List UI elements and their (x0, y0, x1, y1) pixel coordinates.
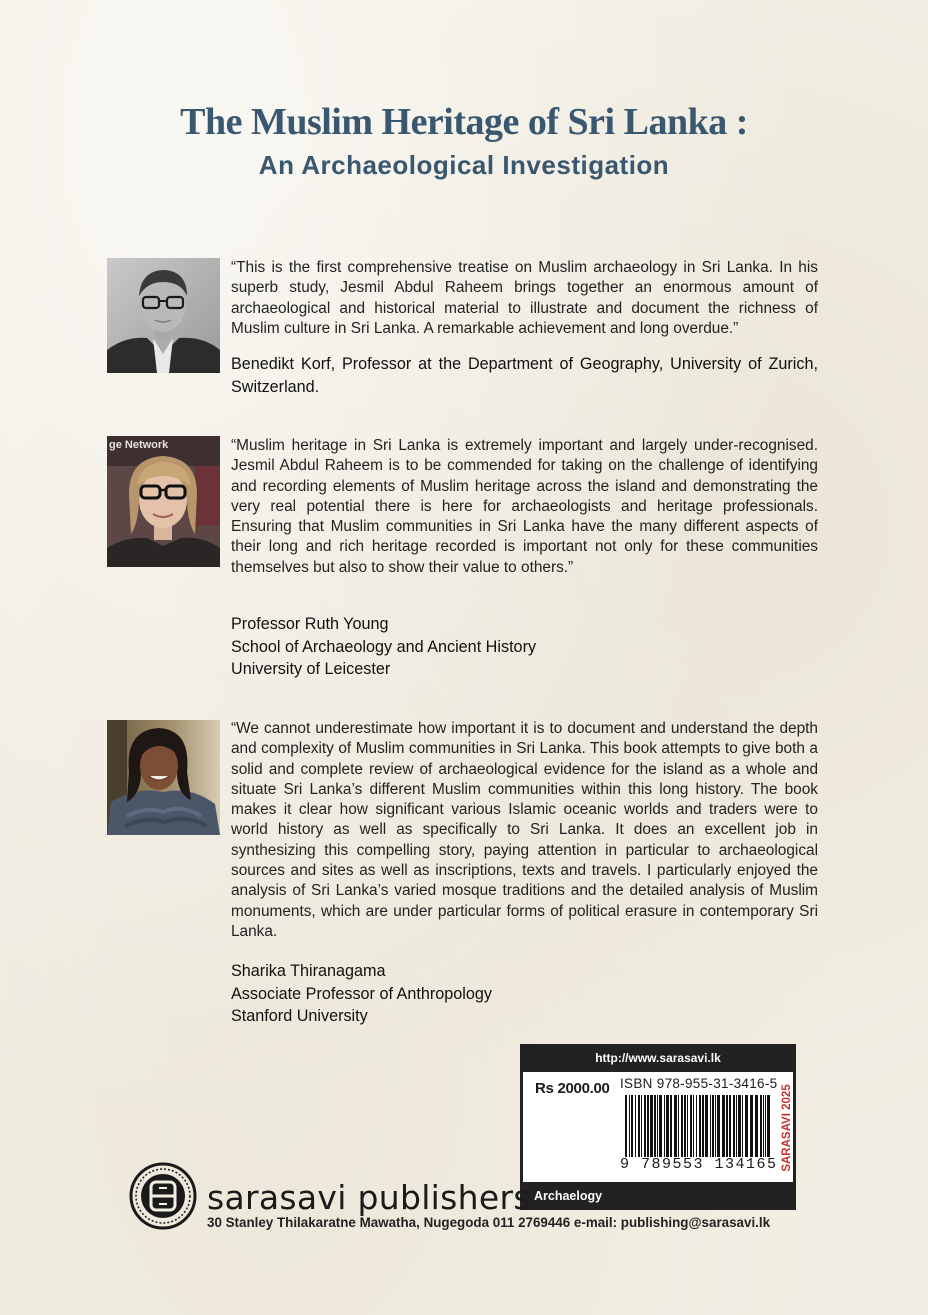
barcode-bar (647, 1095, 649, 1157)
barcode-bar (710, 1095, 711, 1157)
barcode-bar (705, 1095, 708, 1157)
barcode-digits: 9 789553 134165 (620, 1156, 778, 1173)
barcode-bar (736, 1095, 737, 1157)
isbn-panel (520, 1044, 796, 1210)
barcode-icon (623, 1095, 773, 1157)
review-quote-2: “Muslim heritage in Sri Lanka is extremely important and largely under-recognised. Jesmil Abdul Raheem is to be commended for taking on the challenge of identifying and recording elements of Muslim heritage across the island and demonstrating the very real potential there is here for archaeologists and heritage professionals. Ensuring that Muslim communities in Sri Lanka have the many different aspects of their long and rich heritage recorded is important not only for these communities themselves but also to show their value to others.” (231, 437, 818, 576)
barcode-bar (674, 1095, 677, 1157)
publisher-name: sarasavi publishers (207, 1178, 531, 1217)
barcode-bar (750, 1095, 753, 1157)
barcode-bar (699, 1095, 701, 1157)
barcode-bar (666, 1095, 669, 1157)
barcode-bar (687, 1095, 688, 1157)
imprint-text: SARASAVI 2025 (781, 1084, 793, 1172)
isbn-number: ISBN 978-955-31-3416-5 (620, 1076, 778, 1091)
barcode-bar (641, 1095, 642, 1157)
barcode-bar (644, 1095, 646, 1157)
review-attribution-2 (231, 613, 818, 681)
barcode-bar (650, 1095, 653, 1157)
imprint-label (780, 1080, 794, 1176)
barcode-bar (657, 1095, 658, 1157)
barcode-bar (629, 1095, 630, 1157)
review-quote-1: “This is the first comprehensive treatise on Muslim archaeology in Sri Lanka. In his superb study, Jesmil Abdul Raheem brings together an enormous amount of archaeological and historical material to illustrate and document the richness of Muslim culture in Sri Lanka. A remarkable achievement and long overdue.” (231, 259, 818, 337)
book-price: Rs 2000.00 (535, 1080, 610, 1097)
barcode-bar (767, 1095, 770, 1157)
barcode-bar (765, 1095, 766, 1157)
book-title: The Muslim Heritage of Sri Lanka : (180, 101, 748, 143)
review-attribution-1 (231, 353, 818, 398)
barcode-bar (726, 1095, 728, 1157)
barcode-bar (712, 1095, 714, 1157)
barcode-bar (690, 1095, 692, 1157)
sarasavi-logo-icon (129, 1162, 197, 1230)
barcode-bar (722, 1095, 725, 1157)
barcode-bar (693, 1095, 694, 1157)
barcode-bar (717, 1095, 720, 1157)
publisher-address: 30 Stanley Thilakaratne Mawatha, Nugegoda 011 2769446 e-mail: publishing@sarasavi.lk (207, 1215, 771, 1230)
barcode-bar (681, 1095, 683, 1157)
barcode-bar (763, 1095, 764, 1157)
barcode-bar (733, 1095, 735, 1157)
attribution-line: Associate Professor of Anthropology (231, 984, 492, 1003)
photo-banner-text: ge Network (109, 439, 169, 451)
barcode-area (523, 1072, 793, 1182)
attribution-line: Professor Ruth Young (231, 615, 389, 633)
barcode-bar (631, 1095, 633, 1157)
book-subtitle: An Archaeological Investigation (258, 150, 670, 180)
publisher-url: http://www.sarasavi.lk (595, 1051, 721, 1065)
reviewer-photo-young (107, 436, 220, 567)
attribution-line: Benedikt Korf, Professor at the Department of Geography, University of Zurich, Switzerland. (231, 355, 818, 396)
barcode-bar (625, 1095, 627, 1157)
barcode-bar (760, 1095, 762, 1157)
barcode-bar (654, 1095, 656, 1157)
reviewer-photo-korf (107, 258, 220, 373)
barcode-bar (715, 1095, 716, 1157)
barcode-bar (696, 1095, 697, 1157)
attribution-line: University of Leicester (231, 660, 391, 678)
barcode-bar (742, 1095, 743, 1157)
barcode-bar (702, 1095, 704, 1157)
barcode-bar (755, 1095, 758, 1157)
review-quote-3: “We cannot underestimate how important it is to document and understand the depth and complexity of Muslim communities in Sri Lanka. This book attempts to give both a solid and complete review of archaeological evidence for the island as a whole and situate Sri Lanka’s different Muslim communities within this long history. The book makes it clear how significant various Islamic oceanic worlds and traders were to world history as well as specifically to Sri Lanka. It does an excellent job in synthesizing this compelling story, paying attention in particular to archaeological sources and sites as well as inscriptions, texts and travels. I particularly enjoyed the analysis of Sri Lanka’s varied mosque traditions and the detailed analysis of Muslim monuments, which are under particular forms of political erasure in contemporary Sri Lanka. (231, 720, 818, 940)
barcode-bar (635, 1095, 636, 1157)
attribution-line: Sharika Thiranagama (231, 962, 386, 980)
barcode-bar (745, 1095, 748, 1157)
attribution-line: Stanford University (231, 1007, 368, 1025)
barcode-bar (659, 1095, 662, 1157)
review-attribution-3 (231, 960, 818, 1028)
barcode-bar (684, 1095, 686, 1157)
barcode-bar (678, 1095, 679, 1157)
barcode-bar (664, 1095, 665, 1157)
barcode-bar (638, 1095, 640, 1157)
book-category: Archaelogy (534, 1189, 603, 1203)
barcode-bar (670, 1095, 672, 1157)
attribution-line: School of Archaeology and Ancient History (231, 637, 537, 656)
reviewer-photo-thiranagama (107, 720, 220, 835)
barcode-bar (729, 1095, 731, 1157)
barcode-bar (738, 1095, 741, 1157)
